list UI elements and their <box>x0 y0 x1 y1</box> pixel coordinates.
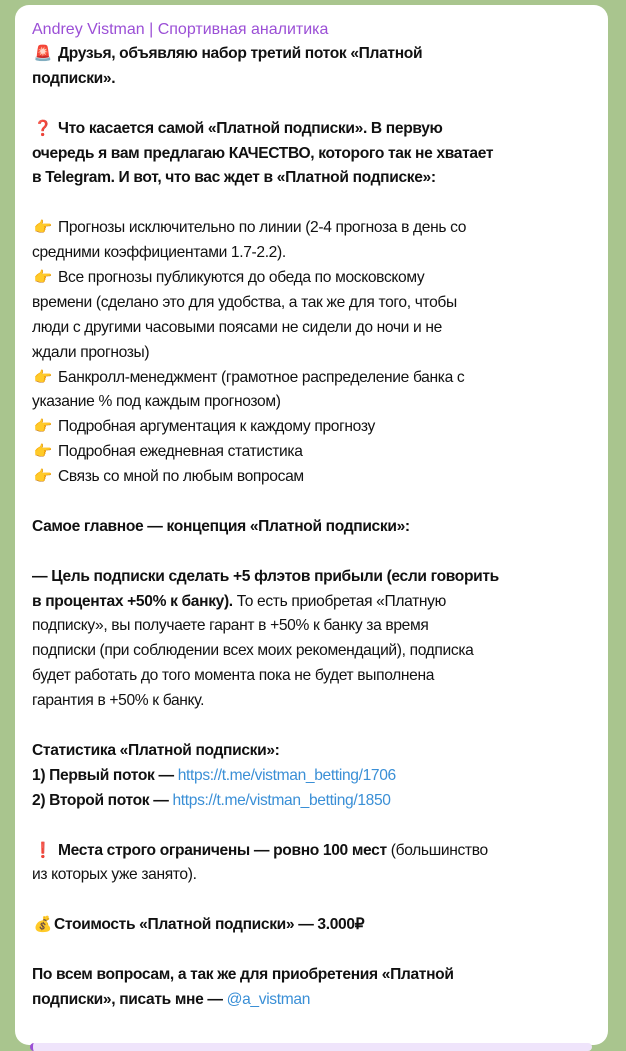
text-line <box>32 988 608 1013</box>
text-line <box>32 117 608 142</box>
text-segment: Друзья, объявляю набор третий поток «Платной <box>54 45 423 62</box>
text-segment: в Telegram. И вот, что вас ждет в «Платной подписке»: <box>32 169 436 187</box>
text-line <box>32 266 608 291</box>
link[interactable]: https://t.me/vistman_betting/1706 <box>177 766 396 784</box>
pointing-hand-icon: 👉 <box>33 443 53 461</box>
siren-icon: 🚨 <box>33 45 53 62</box>
text-segment: очередь я вам предлагаю КАЧЕСТВО, которого так не хватает <box>32 144 494 162</box>
text-line <box>32 689 608 714</box>
text-line <box>32 565 608 590</box>
text-segment: подписку», вы получаете гарант в +50% к банку за время <box>32 617 429 635</box>
text-segment: времени (сделано это для удобства, а так же для того, чтобы <box>32 293 457 311</box>
text-line <box>32 515 608 540</box>
text-line <box>32 191 608 216</box>
text-segment: в процентах +50% к банку). <box>32 592 233 610</box>
text-line <box>32 241 608 266</box>
text-line <box>32 814 608 839</box>
text-line <box>32 714 608 739</box>
text-line <box>32 291 608 316</box>
pointing-hand-icon: 👉 <box>33 219 53 237</box>
text-line <box>32 142 608 167</box>
text-segment: указание % под каждым прогнозом) <box>32 393 281 411</box>
text-line <box>32 92 608 117</box>
text-line <box>32 590 608 615</box>
text-segment: гарантия в +50% к банку. <box>32 692 205 710</box>
text-segment: средними коэффициентами 1.7-2.2). <box>32 244 286 262</box>
pointing-hand-icon: 👉 <box>33 368 53 386</box>
text-line <box>32 938 608 963</box>
text-line <box>32 366 608 391</box>
pointing-hand-icon: 👉 <box>33 468 53 486</box>
text-line <box>32 764 608 789</box>
text-segment: То есть приобретая «Платную <box>232 592 446 610</box>
text-segment: подписки». <box>32 69 116 87</box>
text-segment: По всем вопросам, а так же для приобретения «Платной <box>32 965 454 983</box>
text-segment: Все прогнозы публикуются до обеда по московскому <box>54 269 425 287</box>
text-line <box>32 316 608 341</box>
text-segment: 1) Первый поток — <box>32 766 178 784</box>
link[interactable]: @a_vistman <box>226 990 311 1008</box>
text-line <box>32 664 608 689</box>
text-line <box>32 863 608 888</box>
text-segment: (большинство <box>386 841 488 859</box>
message-text <box>32 42 608 1013</box>
text-segment: подписки», писать мне — <box>32 990 227 1008</box>
text-line <box>32 440 608 465</box>
text-segment: Самое главное — концепция «Платной подписки»: <box>32 517 410 535</box>
text-segment: Подробная ежедневная статистика <box>54 443 303 461</box>
text-line <box>32 739 608 764</box>
text-line <box>32 216 608 241</box>
text-segment: Что касается самой «Платной подписки». В первую <box>54 119 443 137</box>
text-line <box>32 614 608 639</box>
text-line <box>32 963 608 988</box>
text-segment: Статистика «Платной подписки»: <box>32 741 280 759</box>
pointing-hand-icon: 👉 <box>33 418 53 436</box>
text-line <box>32 341 608 366</box>
text-segment: 2) Второй поток — <box>32 791 173 809</box>
next-message-preview <box>30 1043 592 1051</box>
text-segment: Прогнозы исключительно по линии (2-4 прогноза в день со <box>54 219 467 237</box>
text-segment: будет работать до того момента пока не будет выполнена <box>32 667 435 685</box>
text-line <box>32 490 608 515</box>
text-line <box>32 465 608 490</box>
pointing-hand-icon: 👉 <box>33 269 53 287</box>
text-segment: ждали прогнозы) <box>32 343 150 361</box>
text-segment: Стоимость «Платной подписки» — 3.000₽ <box>54 916 365 934</box>
text-segment: Связь со мной по любым вопросам <box>54 468 304 486</box>
question-icon: ❓ <box>33 119 53 137</box>
message-bubble <box>15 5 608 1045</box>
text-line <box>32 42 608 67</box>
text-line <box>32 67 608 92</box>
text-line <box>32 540 608 565</box>
text-segment: люди с другими часовыми поясами не сидели до ночи и не <box>32 318 442 336</box>
exclamation-icon: ❗ <box>33 841 53 859</box>
text-line <box>32 888 608 913</box>
money-bag-icon: 💰 <box>33 916 53 934</box>
text-line <box>32 166 608 191</box>
text-line <box>32 415 608 440</box>
text-line <box>32 390 608 415</box>
text-line <box>32 913 608 938</box>
link[interactable]: https://t.me/vistman_betting/1850 <box>172 791 391 809</box>
text-line <box>32 839 608 864</box>
text-line <box>32 789 608 814</box>
text-segment: Подробная аргументация к каждому прогнозу <box>54 418 375 436</box>
text-segment: подписки (при соблюдении всех моих рекомендаций), подписка <box>32 642 474 660</box>
text-segment: из которых уже занято). <box>32 866 197 884</box>
text-segment: Места строго ограничены — ровно 100 мест <box>54 841 387 859</box>
text-segment: — Цель подписки сделать +5 флэтов прибыли (если говорить <box>32 567 499 585</box>
text-line <box>32 639 608 664</box>
text-segment: Банкролл-менеджмент (грамотное распределение банка с <box>54 368 465 386</box>
channel-name[interactable]: Andrey Vistman | Спортивная аналитика <box>32 21 329 38</box>
